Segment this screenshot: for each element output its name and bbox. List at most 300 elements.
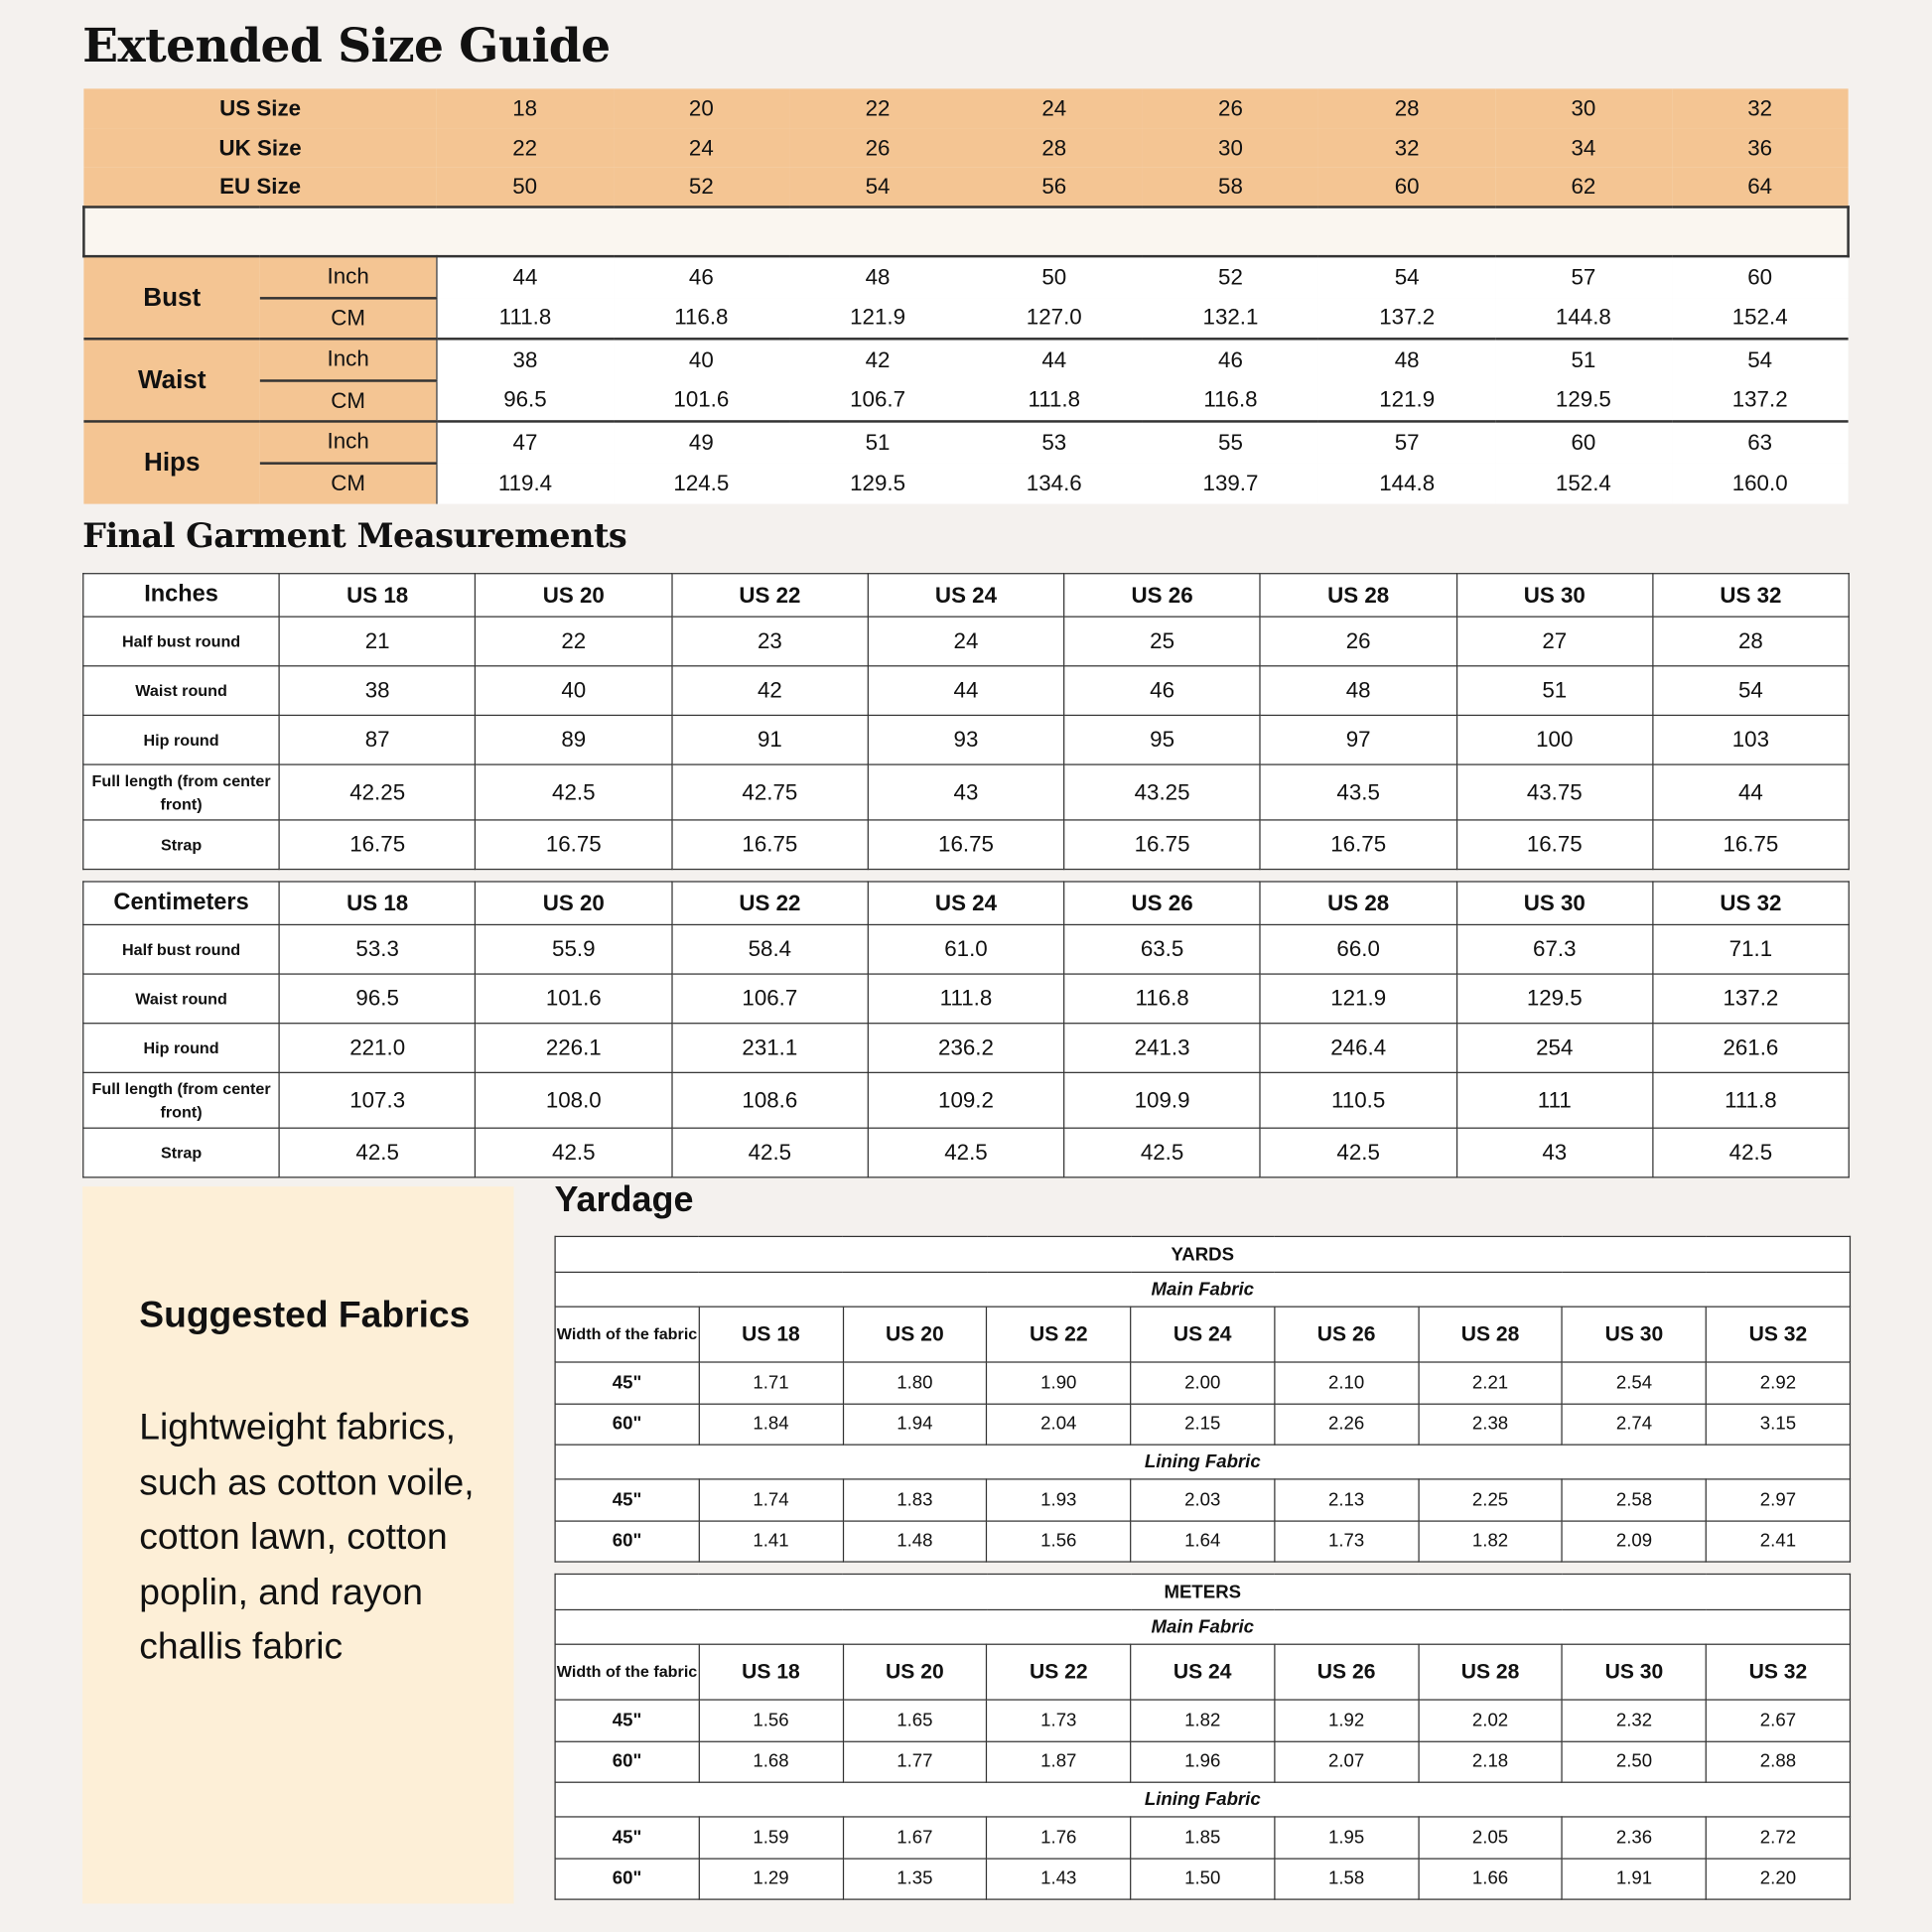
size-header: US 32 <box>1653 574 1850 617</box>
yardage-value: 1.50 <box>1131 1859 1275 1900</box>
cell-value: 246.4 <box>1260 1024 1456 1073</box>
yardage-value: 1.94 <box>843 1404 987 1446</box>
table-row <box>83 666 1849 716</box>
yardage-value: 1.85 <box>1131 1817 1275 1859</box>
measurement-value: 101.6 <box>614 380 790 422</box>
measurement-value: 48 <box>789 256 966 298</box>
row-label: Half bust round <box>83 617 280 666</box>
yardage-value: 1.83 <box>843 1479 987 1521</box>
yardage-value: 2.26 <box>1275 1404 1419 1446</box>
table-row <box>83 1128 1849 1177</box>
size-header: US 22 <box>987 1644 1131 1700</box>
yardage-value: 2.03 <box>1131 1479 1275 1521</box>
fabric-width: 45" <box>555 1362 699 1404</box>
size-value: 28 <box>966 128 1143 168</box>
main-fabric-label: Main Fabric <box>555 1272 1850 1307</box>
cell-value: 16.75 <box>1456 820 1653 870</box>
measurement-value: 55 <box>1143 421 1319 463</box>
cell-value: 42.5 <box>476 764 672 820</box>
cell-value: 43 <box>1456 1128 1653 1177</box>
size-header: US 28 <box>1419 1307 1563 1362</box>
size-value: 18 <box>437 88 614 128</box>
yardage-value: 1.29 <box>699 1859 843 1900</box>
main-fabric-label: Main Fabric <box>555 1609 1850 1644</box>
yardage-value: 2.02 <box>1419 1700 1563 1741</box>
measurement-value: 52 <box>1143 256 1319 298</box>
yardage-value: 2.38 <box>1419 1404 1563 1446</box>
unit-row <box>555 1236 1850 1272</box>
suggested-fabrics-box <box>82 1186 513 1903</box>
yardage-value: 1.84 <box>699 1404 843 1446</box>
yardage-value: 1.77 <box>843 1741 987 1783</box>
cell-value: 16.75 <box>868 820 1064 870</box>
measurement-value: 160.0 <box>1672 463 1849 504</box>
width-label: Width of the fabric <box>555 1644 699 1700</box>
unit-header: YARDS <box>555 1236 1850 1272</box>
cell-value: 58.4 <box>672 924 869 974</box>
row-label: Full length (from center front) <box>83 1072 280 1128</box>
garment-inches-table <box>82 573 1850 870</box>
measurement-value: 60 <box>1495 421 1672 463</box>
size-value: 22 <box>437 128 614 168</box>
yardage-title: Yardage <box>554 1179 694 1220</box>
yardage-value: 2.04 <box>987 1404 1131 1446</box>
size-header: US 24 <box>1131 1644 1275 1700</box>
yardage-value: 2.25 <box>1419 1479 1563 1521</box>
cell-value: 108.6 <box>672 1072 869 1128</box>
header-row <box>83 574 1849 617</box>
measurement-row <box>83 339 1848 380</box>
yardage-value: 1.66 <box>1419 1859 1563 1900</box>
cell-value: 221.0 <box>279 1024 476 1073</box>
cell-value: 42.5 <box>868 1128 1064 1177</box>
yardage-value: 1.43 <box>987 1859 1131 1900</box>
cell-value: 16.75 <box>1064 820 1261 870</box>
measurement-value: 144.8 <box>1495 298 1672 340</box>
cell-value: 26 <box>1260 617 1456 666</box>
yardage-value: 1.65 <box>843 1700 987 1741</box>
measurement-value: 54 <box>1672 339 1849 380</box>
measurement-value: 139.7 <box>1143 463 1319 504</box>
fabric-width: 60" <box>555 1404 699 1446</box>
size-value: 50 <box>437 168 614 207</box>
unit-label: CM <box>260 298 437 340</box>
size-value: 22 <box>789 88 966 128</box>
cell-value: 129.5 <box>1456 974 1653 1024</box>
size-value: 64 <box>1672 168 1849 207</box>
cell-value: 38 <box>279 666 476 716</box>
cell-value: 106.7 <box>672 974 869 1024</box>
size-system-label: US Size <box>83 88 436 128</box>
size-header: US 24 <box>868 882 1064 924</box>
unit-label: CM <box>260 463 437 504</box>
measurement-label: Waist <box>83 339 260 421</box>
size-value: 30 <box>1143 128 1319 168</box>
size-header: US 18 <box>699 1644 843 1700</box>
cell-value: 116.8 <box>1064 974 1261 1024</box>
cell-value: 110.5 <box>1260 1072 1456 1128</box>
table-row <box>555 1404 1850 1446</box>
yardage-value: 1.93 <box>987 1479 1131 1521</box>
row-label: Strap <box>83 1128 280 1177</box>
measurement-value: 152.4 <box>1672 298 1849 340</box>
measurement-row <box>83 256 1848 298</box>
measurement-value: 50 <box>966 256 1143 298</box>
measurement-row <box>83 298 1848 340</box>
measurement-value: 51 <box>789 421 966 463</box>
measurement-value: 54 <box>1318 256 1495 298</box>
measurement-value: 137.2 <box>1318 298 1495 340</box>
size-header: US 32 <box>1653 882 1850 924</box>
page-title: Extended Size Guide <box>82 17 611 73</box>
cell-value: 107.3 <box>279 1072 476 1128</box>
row-label: Full length (from center front) <box>83 764 280 820</box>
table-row <box>83 1072 1849 1128</box>
cell-value: 108.0 <box>476 1072 672 1128</box>
size-header: US 20 <box>843 1644 987 1700</box>
table-row <box>83 715 1849 764</box>
size-header: US 32 <box>1706 1307 1850 1362</box>
measurement-value: 48 <box>1318 339 1495 380</box>
fabric-width: 45" <box>555 1700 699 1741</box>
measurement-value: 137.2 <box>1672 380 1849 422</box>
yardage-value: 2.97 <box>1706 1479 1850 1521</box>
cell-value: 23 <box>672 617 869 666</box>
measurement-value: 40 <box>614 339 790 380</box>
cell-value: 21 <box>279 617 476 666</box>
cell-value: 97 <box>1260 715 1456 764</box>
row-label: Hip round <box>83 715 280 764</box>
yardage-value: 1.80 <box>843 1362 987 1404</box>
measurement-value: 46 <box>614 256 790 298</box>
lining-fabric-label: Lining Fabric <box>555 1782 1850 1817</box>
cell-value: 22 <box>476 617 672 666</box>
width-label: Width of the fabric <box>555 1307 699 1362</box>
row-label: Waist round <box>83 666 280 716</box>
cell-value: 16.75 <box>279 820 476 870</box>
measurement-value: 47 <box>437 421 614 463</box>
row-label: Waist round <box>83 974 280 1024</box>
measurement-value: 96.5 <box>437 380 614 422</box>
yardage-value: 2.72 <box>1706 1817 1850 1859</box>
size-header: US 30 <box>1456 882 1653 924</box>
unit-label: CM <box>260 380 437 422</box>
cell-value: 43.75 <box>1456 764 1653 820</box>
cell-value: 25 <box>1064 617 1261 666</box>
fabric-width: 60" <box>555 1859 699 1900</box>
yardage-value: 1.64 <box>1131 1520 1275 1562</box>
size-header: US 30 <box>1563 1644 1707 1700</box>
yardage-yards-table <box>554 1236 1851 1563</box>
cell-value: 51 <box>1456 666 1653 716</box>
spacer-row <box>83 207 1848 256</box>
measurement-value: 121.9 <box>1318 380 1495 422</box>
measurement-value: 44 <box>437 256 614 298</box>
size-value: 36 <box>1672 128 1849 168</box>
size-header: US 20 <box>843 1307 987 1362</box>
fabrics-title: Suggested Fabrics <box>139 1295 471 1336</box>
cell-value: 16.75 <box>1653 820 1850 870</box>
yardage-value: 1.35 <box>843 1859 987 1900</box>
measurement-value: 127.0 <box>966 298 1143 340</box>
cell-value: 43 <box>868 764 1064 820</box>
cell-value: 100 <box>1456 715 1653 764</box>
size-value: 62 <box>1495 168 1672 207</box>
yardage-value: 2.54 <box>1563 1362 1707 1404</box>
cell-value: 231.1 <box>672 1024 869 1073</box>
size-header: US 28 <box>1419 1644 1563 1700</box>
cell-value: 71.1 <box>1653 924 1850 974</box>
size-header: US 26 <box>1064 574 1261 617</box>
yardage-value: 2.18 <box>1419 1741 1563 1783</box>
header-row <box>555 1644 1850 1700</box>
measurement-row <box>83 421 1848 463</box>
size-header: US 30 <box>1563 1307 1707 1362</box>
size-system-label: EU Size <box>83 168 436 207</box>
size-value: 24 <box>614 128 790 168</box>
yardage-value: 2.92 <box>1706 1362 1850 1404</box>
cell-value: 16.75 <box>1260 820 1456 870</box>
yardage-value: 1.73 <box>987 1700 1131 1741</box>
yardage-value: 2.09 <box>1563 1520 1707 1562</box>
yardage-value: 1.82 <box>1131 1700 1275 1741</box>
cell-value: 46 <box>1064 666 1261 716</box>
yardage-value: 2.13 <box>1275 1479 1419 1521</box>
fabric-width: 60" <box>555 1741 699 1783</box>
size-header-row <box>83 88 1848 128</box>
yardage-value: 1.68 <box>699 1741 843 1783</box>
measurement-value: 57 <box>1318 421 1495 463</box>
measurement-value: 57 <box>1495 256 1672 298</box>
yardage-value: 1.96 <box>1131 1741 1275 1783</box>
measurement-value: 129.5 <box>1495 380 1672 422</box>
measurement-row <box>83 463 1848 504</box>
measurement-value: 116.8 <box>1143 380 1319 422</box>
cell-value: 111 <box>1456 1072 1653 1128</box>
yardage-value: 2.67 <box>1706 1700 1850 1741</box>
yardage-value: 2.15 <box>1131 1404 1275 1446</box>
cell-value: 241.3 <box>1064 1024 1261 1073</box>
fabrics-text: Lightweight fabrics, such as cotton voile, cotton lawn, cotton poplin, and rayon challis fabric <box>139 1407 475 1668</box>
cell-value: 43.25 <box>1064 764 1261 820</box>
size-header: US 18 <box>279 574 476 617</box>
fabric-row <box>555 1445 1850 1479</box>
cell-value: 87 <box>279 715 476 764</box>
cell-value: 27 <box>1456 617 1653 666</box>
cell-value: 96.5 <box>279 974 476 1024</box>
cell-value: 40 <box>476 666 672 716</box>
unit-header: METERS <box>555 1574 1850 1609</box>
cell-value: 42.5 <box>476 1128 672 1177</box>
measurement-value: 53 <box>966 421 1143 463</box>
cell-value: 254 <box>1456 1024 1653 1073</box>
yardage-value: 1.48 <box>843 1520 987 1562</box>
yardage-value: 1.71 <box>699 1362 843 1404</box>
garment-section-title: Final Garment Measurements <box>82 517 627 556</box>
yardage-value: 2.41 <box>1706 1520 1850 1562</box>
measurement-value: 124.5 <box>614 463 790 504</box>
size-value: 54 <box>789 168 966 207</box>
cell-value: 43.5 <box>1260 764 1456 820</box>
cell-value: 63.5 <box>1064 924 1261 974</box>
size-header-row <box>83 168 1848 207</box>
measurement-value: 51 <box>1495 339 1672 380</box>
size-value: 60 <box>1318 168 1495 207</box>
size-header: US 22 <box>672 574 869 617</box>
size-value: 30 <box>1495 88 1672 128</box>
yardage-value: 1.73 <box>1275 1520 1419 1562</box>
cell-value: 42.5 <box>279 1128 476 1177</box>
cell-value: 261.6 <box>1653 1024 1850 1073</box>
table-row <box>555 1741 1850 1783</box>
size-value: 32 <box>1318 128 1495 168</box>
yardage-value: 1.95 <box>1275 1817 1419 1859</box>
cell-value: 121.9 <box>1260 974 1456 1024</box>
cell-value: 95 <box>1064 715 1261 764</box>
cell-value: 226.1 <box>476 1024 672 1073</box>
yardage-value: 2.00 <box>1131 1362 1275 1404</box>
cell-value: 55.9 <box>476 924 672 974</box>
measurement-value: 111.8 <box>437 298 614 340</box>
size-value: 28 <box>1318 88 1495 128</box>
fabric-row <box>555 1609 1850 1644</box>
unit-row <box>555 1574 1850 1609</box>
cell-value: 42.5 <box>1064 1128 1261 1177</box>
fabric-row <box>555 1782 1850 1817</box>
measurement-value: 106.7 <box>789 380 966 422</box>
size-header: US 24 <box>868 574 1064 617</box>
cell-value: 42.5 <box>672 1128 869 1177</box>
yardage-value: 1.82 <box>1419 1520 1563 1562</box>
row-label: Strap <box>83 820 280 870</box>
measurement-value: 152.4 <box>1495 463 1672 504</box>
yardage-meters-table <box>554 1574 1851 1900</box>
unit-label: Inch <box>260 421 437 463</box>
size-header: US 32 <box>1706 1644 1850 1700</box>
yardage-value: 1.87 <box>987 1741 1131 1783</box>
cell-value: 42 <box>672 666 869 716</box>
size-value: 20 <box>614 88 790 128</box>
table-row <box>555 1700 1850 1741</box>
measurement-value: 132.1 <box>1143 298 1319 340</box>
size-value: 56 <box>966 168 1143 207</box>
yardage-value: 1.58 <box>1275 1859 1419 1900</box>
cell-value: 66.0 <box>1260 924 1456 974</box>
garment-cm-table <box>82 881 1850 1177</box>
yardage-value: 2.74 <box>1563 1404 1707 1446</box>
row-label: Hip round <box>83 1024 280 1073</box>
yardage-value: 2.20 <box>1706 1859 1850 1900</box>
measurement-row <box>83 380 1848 422</box>
cell-value: 28 <box>1653 617 1850 666</box>
measurement-value: 42 <box>789 339 966 380</box>
size-header: US 18 <box>699 1307 843 1362</box>
size-value: 26 <box>1143 88 1319 128</box>
cell-value: 48 <box>1260 666 1456 716</box>
fabric-width: 60" <box>555 1520 699 1562</box>
yardage-value: 1.74 <box>699 1479 843 1521</box>
size-value: 24 <box>966 88 1143 128</box>
yardage-value: 1.90 <box>987 1362 1131 1404</box>
yardage-value: 2.32 <box>1563 1700 1707 1741</box>
yardage-value: 2.36 <box>1563 1817 1707 1859</box>
size-header: US 20 <box>476 574 672 617</box>
size-value: 34 <box>1495 128 1672 168</box>
measurement-value: 46 <box>1143 339 1319 380</box>
cell-value: 61.0 <box>868 924 1064 974</box>
table-row <box>83 820 1849 870</box>
header-row <box>555 1307 1850 1362</box>
cell-value: 53.3 <box>279 924 476 974</box>
fabric-width: 45" <box>555 1817 699 1859</box>
cell-value: 109.9 <box>1064 1072 1261 1128</box>
table-row <box>555 1479 1850 1521</box>
cell-value: 67.3 <box>1456 924 1653 974</box>
cell-value: 89 <box>476 715 672 764</box>
size-header: US 28 <box>1260 574 1456 617</box>
yardage-value: 1.41 <box>699 1520 843 1562</box>
measurement-value: 38 <box>437 339 614 380</box>
measurement-value: 111.8 <box>966 380 1143 422</box>
cell-value: 111.8 <box>1653 1072 1850 1128</box>
yardage-value: 1.67 <box>843 1817 987 1859</box>
table-row <box>83 974 1849 1024</box>
yardage-value: 1.56 <box>987 1520 1131 1562</box>
cell-value: 103 <box>1653 715 1850 764</box>
fabric-row <box>555 1272 1850 1307</box>
yardage-value: 1.91 <box>1563 1859 1707 1900</box>
fabric-width: 45" <box>555 1479 699 1521</box>
measurement-value: 121.9 <box>789 298 966 340</box>
header-row <box>83 882 1849 924</box>
size-header-row <box>83 128 1848 168</box>
size-system-label: UK Size <box>83 128 436 168</box>
size-header: US 28 <box>1260 882 1456 924</box>
table-row <box>83 924 1849 974</box>
yardage-value: 2.50 <box>1563 1741 1707 1783</box>
yardage-value: 2.21 <box>1419 1362 1563 1404</box>
cell-value: 137.2 <box>1653 974 1850 1024</box>
cell-value: 16.75 <box>476 820 672 870</box>
measurement-value: 144.8 <box>1318 463 1495 504</box>
table-row <box>555 1817 1850 1859</box>
measurement-label: Hips <box>83 421 260 503</box>
measurement-label: Bust <box>83 256 260 339</box>
size-value: 26 <box>789 128 966 168</box>
size-value: 58 <box>1143 168 1319 207</box>
size-header: US 24 <box>1131 1307 1275 1362</box>
unit-header: Inches <box>83 574 280 617</box>
cell-value: 42.5 <box>1260 1128 1456 1177</box>
cell-value: 111.8 <box>868 974 1064 1024</box>
measurement-value: 44 <box>966 339 1143 380</box>
cell-value: 24 <box>868 617 1064 666</box>
cell-value: 93 <box>868 715 1064 764</box>
size-header: US 26 <box>1064 882 1261 924</box>
yardage-value: 2.58 <box>1563 1479 1707 1521</box>
cell-value: 42.75 <box>672 764 869 820</box>
measurement-value: 134.6 <box>966 463 1143 504</box>
cell-value: 42.25 <box>279 764 476 820</box>
yardage-value: 3.15 <box>1706 1404 1850 1446</box>
size-header: US 22 <box>987 1307 1131 1362</box>
unit-label: Inch <box>260 256 437 298</box>
yardage-value: 2.10 <box>1275 1362 1419 1404</box>
table-row <box>555 1859 1850 1900</box>
table-row <box>555 1520 1850 1562</box>
cell-value: 109.2 <box>868 1072 1064 1128</box>
yardage-value: 1.92 <box>1275 1700 1419 1741</box>
